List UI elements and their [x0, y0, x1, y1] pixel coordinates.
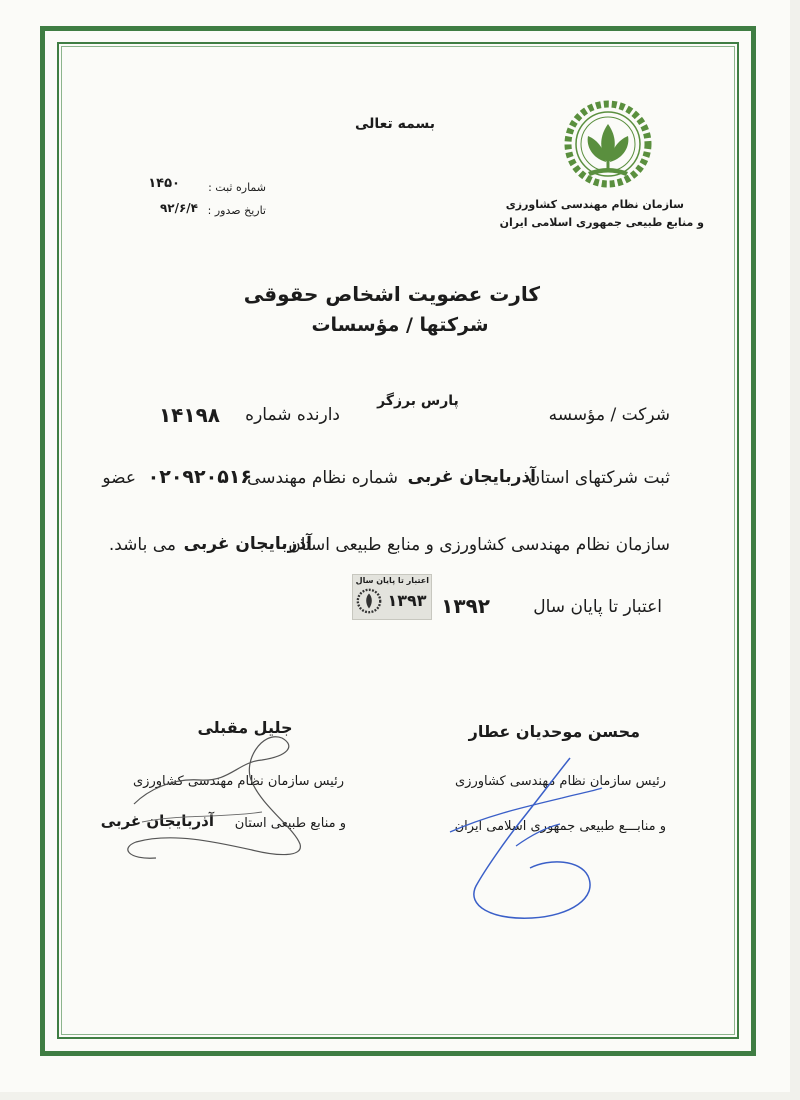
issue-date-label: تاریخ صدور :	[207, 204, 266, 217]
left-signatory-province: آذربایجان غربی	[100, 812, 214, 830]
company-name: پارس برزگر	[377, 393, 459, 409]
left-signature-icon	[100, 722, 372, 902]
province-name-2: آذربایجان غربی	[183, 534, 312, 554]
card-title: کارت عضویت اشخاص حقوقی	[243, 282, 540, 306]
right-signatory-title1: رئیس سازمان نظام مهندسی کشاورزی	[454, 774, 666, 789]
org-name-line1: سازمان نظام مهندسی کشاورزی	[505, 198, 684, 211]
company-label: شرکت / مؤسسه	[548, 405, 670, 425]
extension-year: ۱۳۹۳	[387, 591, 427, 610]
organization-logo-icon	[548, 92, 668, 202]
card-subtitle: شرکتها / مؤسسات	[311, 314, 489, 336]
org-sentence: سازمان نظام مهندسی کشاورزی و منابع طبیعی استان	[288, 535, 670, 555]
right-signature-icon	[420, 736, 680, 936]
stamp-label: اعتبار تا پایان سال	[355, 576, 429, 585]
stamp-logo-icon	[355, 587, 383, 615]
is-suffix: می باشد.	[108, 535, 176, 555]
extension-stamp	[352, 574, 432, 620]
left-signatory-title2-prefix: و منابع طبیعی استان	[234, 816, 346, 831]
right-signatory-title2: و منابـــع طبیعی جمهوری اسلامی ایران	[454, 819, 666, 834]
holder-label: دارنده شماره	[245, 405, 340, 425]
reg-province-label: ثبت شرکتهای استان	[527, 468, 670, 488]
province-name: آذربایجان غربی	[407, 467, 536, 487]
eng-no-value: ۰۲۰۹۲۰۵۱۶	[147, 466, 252, 488]
org-name-line2: و منابع طبیعی جمهوری اسلامی ایران	[499, 216, 704, 229]
right-signatory-name: محسن موحدیان عطار	[468, 722, 640, 741]
holder-number: ۱۴۱۹۸	[158, 403, 220, 427]
reg-no-label: شماره ثبت :	[208, 181, 266, 194]
member-word: عضو	[102, 468, 136, 488]
validity-year: ۱۳۹۲	[441, 594, 490, 618]
eng-no-label: شماره نظام مهندسی	[247, 468, 398, 488]
validity-label: اعتبار تا پایان سال	[533, 597, 662, 617]
reg-no-value: ۱۴۵۰	[148, 176, 180, 191]
left-signatory-title1: رئیس سازمان نظام مهندسی کشاورزی	[132, 774, 344, 789]
invocation-text: بسمه تعالی	[354, 116, 436, 132]
issue-date-value: ۹۲/۶/۴	[159, 201, 198, 215]
left-signatory-name: جلیل مقبلی	[197, 718, 293, 737]
